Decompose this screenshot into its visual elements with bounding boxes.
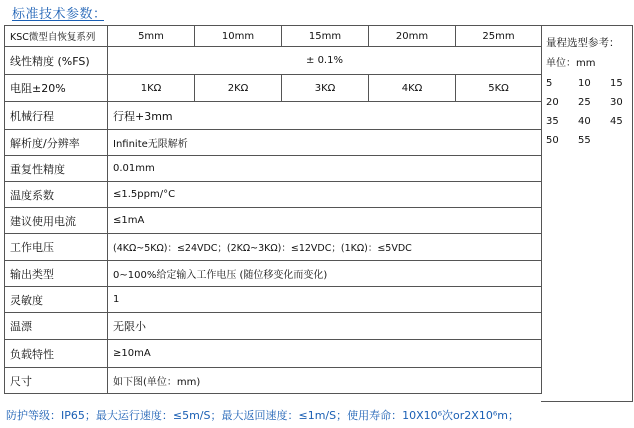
range-value: 15 [610,78,623,89]
resistance-20mm: 4KΩ [369,75,456,102]
range-value: 30 [610,97,623,108]
drift-value: 无限小 [108,313,542,340]
mech-stroke-value: 行程+3mm [108,102,542,130]
linearity-row [5,47,542,75]
linearity-label: 线性精度 (%FS) [5,47,108,75]
resolution-row [5,130,542,156]
load-row [5,340,542,368]
resistance-row [5,75,542,102]
range-value: 25 [578,97,591,108]
range-panel [541,25,633,402]
size-label: 尺寸 [5,368,108,394]
size-row [5,368,542,394]
linearity-value: ± 0.1% [108,47,542,75]
load-value: ≥10mA [108,340,542,368]
range-value: 45 [610,116,623,127]
temp-coeff-value: ≤1.5ppm/°C [108,182,542,208]
sensitivity-label: 灵敏度 [5,287,108,313]
range-panel-unit: 单位：mm [546,58,596,69]
section-title: 标准技术参数： [12,7,107,22]
resistance-25mm: 5KΩ [456,75,542,102]
resolution-label: 解析度/分辨率 [5,130,108,156]
output-value: 0~100%给定输入工作电压 (随位移变化而变化) [108,261,542,287]
repeatability-value: 0.01mm [108,156,542,182]
repeatability-label: 重复性精度 [5,156,108,182]
resistance-10mm: 2KΩ [195,75,282,102]
current-value: ≤1mA [108,208,542,234]
temp-coeff-label: 温度系数 [5,182,108,208]
range-value: 20 [546,97,559,108]
resistance-5mm: 1KΩ [108,75,195,102]
spec-table [4,25,542,394]
current-label: 建议使用电流 [5,208,108,234]
stroke-25mm: 25mm [456,26,542,47]
stroke-20mm: 20mm [369,26,456,47]
repeatability-row [5,156,542,182]
drift-row [5,313,542,340]
load-label: 负载特性 [5,340,108,368]
voltage-label: 工作电压 [5,234,108,261]
size-value: 如下图(单位：mm) [108,368,542,394]
range-value: 55 [578,135,591,146]
output-label: 输出类型 [5,261,108,287]
stroke-10mm: 10mm [195,26,282,47]
temp-coeff-row [5,182,542,208]
current-row [5,208,542,234]
drift-label: 温漂 [5,313,108,340]
sensitivity-row [5,287,542,313]
range-value: 5 [546,78,553,89]
stroke-15mm: 15mm [282,26,369,47]
resolution-value: Infinite无限解析 [108,130,542,156]
resistance-label: 电阻±20% [5,75,108,102]
sensitivity-value: 1 [108,287,542,313]
range-values-grid [546,78,634,146]
range-panel-title: 量程选型参考： [546,37,620,49]
range-value: 10 [578,78,591,89]
voltage-row [5,234,542,261]
footer-spec-line: 防护等级：IP65；最大运行速度：≤5m/S；最大返回速度：≤1m/S；使用寿命：10X10⁶次or2X10⁶m； [6,409,519,422]
series-label: KSC微型自恢复系列 [5,26,108,47]
resistance-15mm: 3KΩ [282,75,369,102]
title-underline [12,20,104,21]
header-row [5,26,542,47]
mech-stroke-row [5,102,542,130]
range-value: 50 [546,135,559,146]
mech-stroke-label: 机械行程 [5,102,108,130]
range-value: 40 [578,116,591,127]
voltage-value: (4KΩ~5KΩ)：≤24VDC；(2KΩ~3KΩ)：≤12VDC；(1KΩ)：≤5VDC [108,234,542,261]
range-value: 35 [546,116,559,127]
output-row [5,261,542,287]
stroke-5mm: 5mm [108,26,195,47]
